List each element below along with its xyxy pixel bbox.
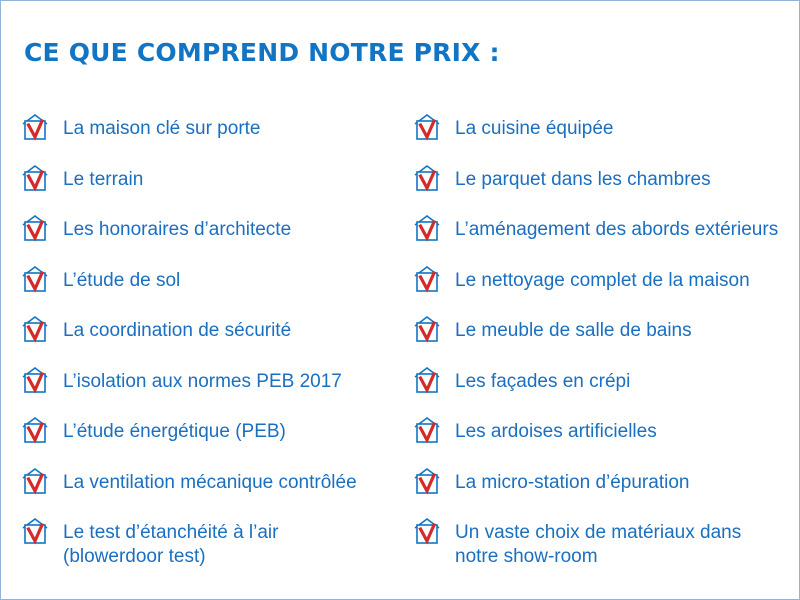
included-item-label: La micro-station d’épuration <box>455 471 690 493</box>
included-list-right <box>412 112 796 567</box>
included-item-left-4 <box>20 264 395 315</box>
house-check-icon <box>20 415 50 445</box>
house-check-icon <box>412 415 442 445</box>
included-item-label: La ventilation mécanique contrôlée <box>63 471 357 493</box>
included-item-label: La cuisine équipée <box>455 118 614 139</box>
included-item-left-6 <box>20 365 395 416</box>
included-item-label <box>455 521 741 569</box>
included-item-label: L’étude de sol <box>63 269 181 291</box>
included-item-right-3 <box>412 213 796 264</box>
included-item-label: L’aménagement des abords extérieurs <box>455 219 779 240</box>
included-item-right-4 <box>412 264 796 315</box>
included-item-left-7 <box>20 415 395 466</box>
house-check-icon <box>412 466 442 496</box>
included-item-label-line: (blowerdoor test) <box>63 546 206 567</box>
included-item-right-9 <box>412 516 796 567</box>
house-check-icon <box>412 314 442 344</box>
house-check-icon <box>20 365 50 395</box>
house-check-icon <box>20 112 50 142</box>
house-check-icon <box>412 163 442 193</box>
house-check-icon <box>20 264 50 294</box>
included-item-left-8 <box>20 466 395 517</box>
house-check-icon <box>412 365 442 395</box>
included-item-label: Les ardoises artificielles <box>455 421 657 442</box>
included-list-left <box>20 112 395 567</box>
house-check-icon <box>20 466 50 496</box>
included-item-label: La maison clé sur porte <box>63 118 261 139</box>
included-item-left-1 <box>20 112 395 163</box>
house-check-icon <box>412 264 442 294</box>
house-check-icon <box>412 213 442 243</box>
included-item-label: La coordination de sécurité <box>63 320 292 341</box>
included-item-right-8 <box>412 466 796 517</box>
included-item-left-9 <box>20 516 395 567</box>
included-item-label: Les façades en crépi <box>455 370 631 392</box>
house-check-icon <box>20 516 50 546</box>
included-item-label-line: Le test d’étanchéité à l’air <box>63 522 279 543</box>
included-item-left-2 <box>20 163 395 214</box>
included-item-right-1 <box>412 112 796 163</box>
house-check-icon <box>20 314 50 344</box>
included-item-right-7 <box>412 415 796 466</box>
page-title: CE QUE COMPREND NOTRE PRIX : <box>24 38 500 67</box>
house-check-icon <box>20 213 50 243</box>
included-item-label <box>63 521 278 569</box>
house-check-icon <box>412 516 442 546</box>
included-item-left-5 <box>20 314 395 365</box>
included-item-label-line: Un vaste choix de matériaux dans <box>455 522 742 543</box>
included-item-label: Le parquet dans les chambres <box>455 168 711 190</box>
included-item-label: L’étude énergétique (PEB) <box>63 421 286 442</box>
included-item-label: Les honoraires d’architecte <box>63 219 292 240</box>
house-check-icon <box>20 163 50 193</box>
included-item-label: L’isolation aux normes PEB 2017 <box>63 370 342 392</box>
included-item-label: Le meuble de salle de bains <box>455 320 692 341</box>
included-item-right-5 <box>412 314 796 365</box>
included-item-label: Le terrain <box>63 168 144 190</box>
included-item-left-3 <box>20 213 395 264</box>
included-item-label: Le nettoyage complet de la maison <box>455 269 750 291</box>
included-item-right-6 <box>412 365 796 416</box>
included-item-label-line: notre show-room <box>455 546 598 567</box>
included-item-right-2 <box>412 163 796 214</box>
house-check-icon <box>412 112 442 142</box>
